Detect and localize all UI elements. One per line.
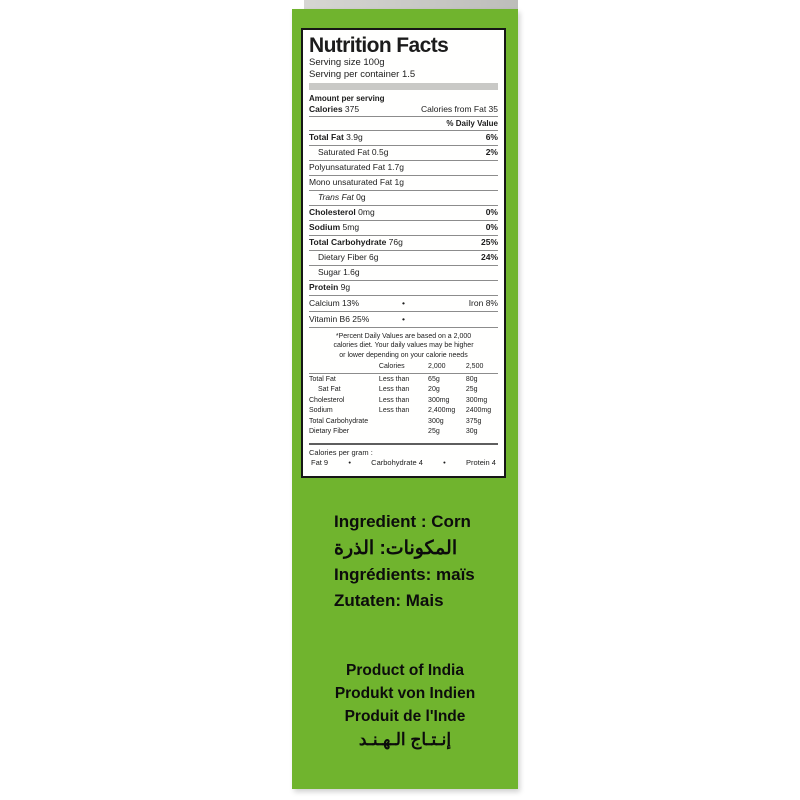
- nutrient-name: Protein 9g: [309, 282, 351, 292]
- ref-cond: Less than: [378, 396, 410, 404]
- nutrition-facts-title: Nutrition Facts: [309, 34, 449, 57]
- vitamin-left: Calcium 13%: [309, 297, 360, 308]
- nutrition-facts-label: [301, 28, 506, 478]
- nutrient-name: Trans Fat 0g: [318, 192, 366, 202]
- daily-value-footnote: [309, 332, 498, 361]
- bullet-separator: •: [402, 297, 405, 308]
- calories-number: 375: [344, 103, 360, 114]
- gray-divider-bar: [309, 83, 498, 90]
- nutrient-row-protein: [309, 281, 498, 296]
- bullet-separator: •: [402, 313, 405, 324]
- nutrient-row-cholesterol: [309, 206, 498, 221]
- ref-name: Dietary Fiber: [309, 428, 350, 435]
- ref-v1: 65g: [428, 375, 440, 383]
- ingredient-ar: المكونات: الذرة: [334, 538, 458, 559]
- calories-from-fat: Calories from Fat 35: [421, 103, 498, 114]
- ref-row-sat-fat: [309, 385, 498, 396]
- ingredient-de: Zutaten: Mais: [334, 591, 444, 610]
- cpg-protein: Protein 4: [465, 458, 496, 467]
- nutrient-name: Total Carbohydrate 76g: [309, 237, 403, 247]
- nutrient-row-saturated-fat: [309, 146, 498, 161]
- ref-v2: 300mg: [465, 396, 488, 404]
- package-top-edge: [304, 0, 518, 9]
- vitamin-right: Iron 8%: [468, 297, 498, 308]
- ref-v1: 300mg: [428, 396, 450, 404]
- ref-name: Total Fat: [309, 375, 336, 383]
- ref-v2: 80g: [465, 375, 478, 383]
- ref-row-dietary-fiber: [309, 427, 498, 438]
- ref-v2: 2400mg: [465, 407, 492, 414]
- nutrient-row-total-carbohydrate: [309, 236, 498, 251]
- ref-cond: Less than: [378, 407, 410, 414]
- package-panel: [292, 9, 518, 789]
- nutrient-row-total-fat: [309, 131, 498, 146]
- ingredient-fr: Ingrédients: maïs: [334, 565, 475, 584]
- vitamin-row-b6: [309, 312, 498, 328]
- cpg-fat: Fat 9: [311, 458, 329, 467]
- nutrient-name: Total Fat 3.9g: [309, 132, 363, 142]
- calories-value: [309, 104, 359, 115]
- nutrient-dv: 25%: [480, 237, 498, 247]
- nutrient-name: Sodium 5mg: [309, 222, 360, 232]
- vitamin-left: Vitamin B6 25%: [309, 313, 370, 324]
- origin-en: Product of India: [346, 662, 464, 679]
- nutrient-row-mono-unsaturated-fat: [309, 176, 498, 191]
- bullet-separator: •: [443, 458, 446, 467]
- vitamin-row-calcium-iron: [309, 296, 498, 312]
- ref-cond: [379, 417, 428, 428]
- ref-v1: 20g: [428, 386, 440, 393]
- ref-v1: 25g: [428, 428, 440, 435]
- ingredient-en: Ingredient : Corn: [334, 512, 471, 531]
- ingredients-block: [334, 509, 475, 614]
- nutrient-row-dietary-fiber: [309, 251, 498, 266]
- ref-v2: 25g: [465, 386, 478, 393]
- nutrient-row-trans-fat: [309, 191, 498, 206]
- ref-row-total-carbohydrate: [309, 417, 498, 428]
- ref-row-cholesterol: [309, 396, 498, 407]
- footnote-line: or lower depending on your calorie needs: [339, 351, 468, 359]
- origin-fr: Produit de l'Inde: [344, 708, 466, 725]
- nutrient-name: Saturated Fat 0.5g: [318, 147, 389, 157]
- ref-v1: 300g: [428, 417, 444, 425]
- serving-per-container: Serving per container 1.5: [309, 68, 416, 80]
- ref-head-empty: [309, 362, 379, 373]
- cpg-carbohydrate: Carbohydrate 4: [371, 458, 423, 467]
- ref-name: Total Carbohydrate: [309, 417, 369, 425]
- reference-table-header: [309, 362, 498, 374]
- vitamin-right: [411, 314, 498, 325]
- calories-row: [309, 104, 498, 117]
- nutrient-row-sodium: [309, 221, 498, 236]
- ref-head-2500: 2,500: [465, 363, 484, 370]
- nutrient-row-sugar: [309, 266, 498, 281]
- nutrient-dv: 0%: [485, 222, 498, 232]
- calories-per-gram-section: [309, 443, 498, 470]
- nutrient-name: Polyunsaturated Fat 1.7g: [309, 162, 404, 172]
- nutrient-dv: 6%: [485, 132, 498, 142]
- nutrient-name: Cholesterol 0mg: [309, 207, 375, 217]
- footnote-line: calories diet. Your daily values may be higher: [333, 342, 474, 349]
- bullet-separator: •: [348, 458, 351, 467]
- ref-name: Sat Fat: [318, 386, 341, 393]
- ref-cond: Less than: [378, 375, 410, 383]
- ref-cond: [379, 427, 428, 438]
- nutrient-dv: 2%: [485, 147, 498, 157]
- ref-cond: Less than: [378, 386, 410, 393]
- origin-block: [292, 659, 518, 752]
- ref-v1: 2,400mg: [428, 407, 456, 414]
- amount-per-serving: Amount per serving: [309, 94, 385, 103]
- nutrient-dv: 0%: [485, 207, 498, 217]
- ref-row-total-fat: [309, 375, 498, 386]
- ref-v2: 30g: [465, 428, 478, 435]
- nutrient-row-polyunsaturated-fat: [309, 161, 498, 176]
- ref-name: Sodium: [309, 407, 333, 414]
- nutrient-name: Mono unsaturated Fat 1g: [309, 177, 405, 187]
- daily-value-header: % Daily Value: [309, 117, 498, 131]
- serving-size: Serving size 100g: [309, 57, 385, 68]
- ref-row-sodium: [309, 406, 498, 417]
- footnote-line: *Percent Daily Values are based on a 2,000: [335, 332, 472, 340]
- origin-de: Produkt von Indien: [334, 685, 476, 702]
- origin-ar: إنـتـاج الـهـنـد: [358, 730, 452, 749]
- calories-label: Calories: [309, 103, 343, 114]
- ref-head-calories: Calories: [378, 363, 405, 370]
- ref-v2: 375g: [465, 417, 482, 425]
- ref-name: Cholesterol: [309, 396, 345, 404]
- nutrient-dv: 24%: [480, 252, 498, 262]
- nutrient-name: Sugar 1.6g: [318, 267, 360, 277]
- ref-head-2000: 2,000: [428, 363, 446, 370]
- calories-per-gram-items: [309, 457, 498, 469]
- nutrient-name: Dietary Fiber 6g: [318, 252, 379, 262]
- calories-per-gram-title: Calories per gram :: [309, 447, 373, 457]
